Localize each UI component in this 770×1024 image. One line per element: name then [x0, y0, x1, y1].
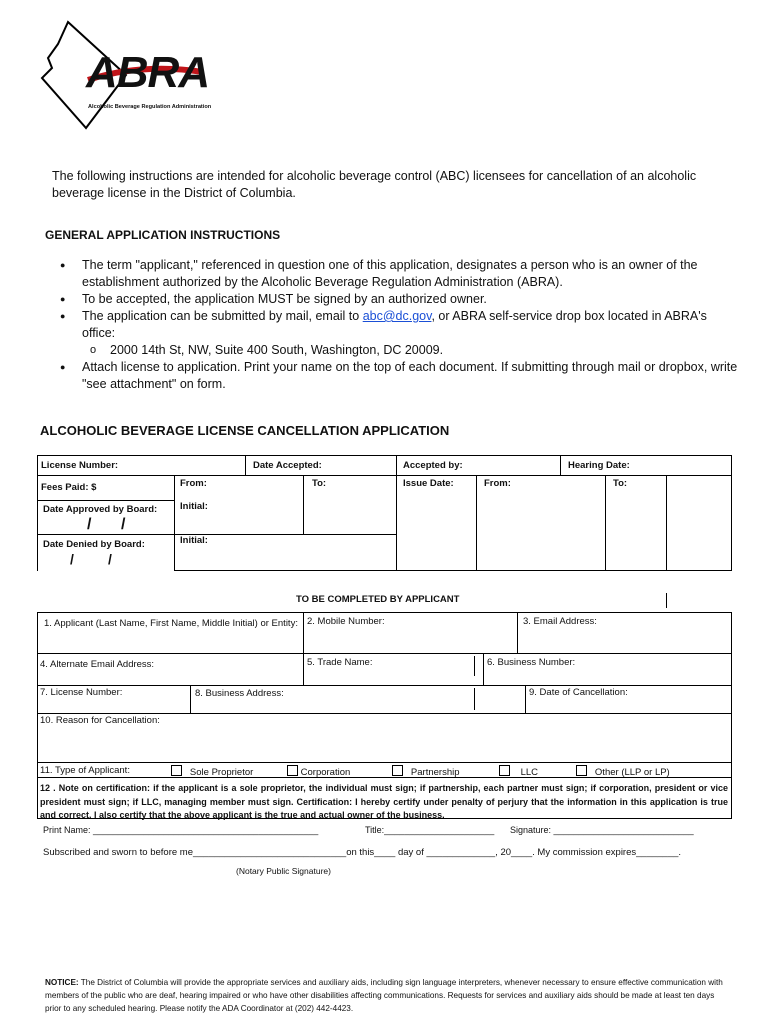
- email-link[interactable]: abc@dc.gov: [362, 309, 432, 323]
- abra-logo: [38, 20, 213, 130]
- checkbox-icon: [576, 765, 587, 776]
- fees-paid-label: Fees Paid: $: [41, 482, 97, 493]
- license-number-label: 7. License Number:: [40, 687, 123, 698]
- initial-label: Initial:: [180, 501, 208, 512]
- signature-field[interactable]: Signature: ____________________________: [510, 825, 694, 835]
- slash: /: [70, 551, 74, 567]
- to-label: To:: [613, 478, 628, 489]
- list-item: ● Attach license to application. Print your name on the top of each document. If submitting through mail or dropbox, write "see attachment" on form.: [60, 359, 740, 393]
- applicant-name-label: 1. Applicant (Last Name, First Name, Middle Initial) or Entity:: [44, 618, 298, 629]
- business-address-label: 8. Business Address:: [195, 688, 284, 699]
- notary-sworn-line[interactable]: Subscribed and sworn to before me_____________________________on this____ day of _____________, 20____. My commission expires________.: [43, 847, 682, 858]
- logo-subtitle: Alcoholic Beverage Regulation Administration: [88, 104, 212, 110]
- to-label: To:: [312, 478, 327, 489]
- notice-text: The District of Columbia will provide the appropriate services and auxiliary aids, including sign language interpreters, whenever necessary to ensure effective communication with members of the public who are deaf, hearing impaired or who have other disabilities affecting communications. Requests for services and auxiliary aids should be made at least ten days prior to any scheduled hearing. Please notify the ADA Coordinator at (202) 442-4423.: [45, 978, 723, 1013]
- checkbox-icon: [392, 765, 403, 776]
- slash: /: [87, 516, 92, 533]
- instructions-list: [60, 257, 740, 393]
- checkbox-icon: [171, 765, 182, 776]
- hearing-date-label: Hearing Date:: [568, 460, 630, 471]
- from-label: From:: [484, 478, 511, 489]
- form-title: ALCOHOLIC BEVERAGE LICENSE CANCELLATION APPLICATION: [40, 423, 450, 438]
- general-instructions-heading: GENERAL APPLICATION INSTRUCTIONS: [45, 228, 281, 242]
- ada-notice: [45, 976, 727, 1015]
- certification-note: 12 . Note on certification: if the applicant is a sole proprietor, the individual must sign; if partnership, each partner must sign; if corporation, president or vice president must sign; if LLC, managing member must sign. Certification: I hereby certify under penalty of perjury that the information in this application is true and correct. I also certify that the above applicant is the true and actual owner of the business.: [40, 783, 728, 820]
- print-name-field[interactable]: Print Name: _____________________________________________: [43, 825, 319, 835]
- office-use-table: [37, 455, 732, 571]
- applicant-table: [37, 612, 732, 958]
- other-checkbox[interactable]: Other (LLP or LP): [576, 765, 670, 778]
- list-item: ● To be accepted, the application MUST be signed by an authorized owner.: [60, 291, 740, 308]
- accepted-by-label: Accepted by:: [403, 460, 463, 471]
- business-number-label: 6. Business Number:: [487, 657, 576, 668]
- checkbox-icon: [287, 765, 298, 776]
- alternate-email-label: 4. Alternate Email Address:: [40, 659, 155, 670]
- license-number-label: License Number:: [41, 460, 119, 471]
- list-item-address: o 2000 14th St, NW, Suite 400 South, Washington, DC 20009.: [60, 342, 740, 359]
- slash: /: [121, 516, 126, 533]
- email-address-label: 3. Email Address:: [523, 616, 597, 627]
- issue-date-label: Issue Date:: [403, 478, 454, 489]
- date-denied-label: Date Denied by Board:: [43, 539, 145, 550]
- reason-for-cancellation-label: 10. Reason for Cancellation:: [40, 715, 160, 726]
- list-item: ● The application can be submitted by mail, email to abc@dc.gov, or ABRA self-service drop box located in ABRA's office:: [60, 308, 740, 342]
- intro-text: The following instructions are intended for alcoholic beverage control (ABC) licensees for cancellation of an alcoholic beverage license in the District of Columbia.: [52, 169, 697, 200]
- type-of-applicant-label: 11. Type of Applicant:: [40, 765, 130, 776]
- notary-signature-label: (Notary Public Signature): [236, 866, 331, 876]
- trade-name-label: 5. Trade Name:: [307, 657, 373, 668]
- from-label: From:: [180, 478, 207, 489]
- mobile-number-label: 2. Mobile Number:: [307, 616, 385, 627]
- list-item: ● The term "applicant," referenced in question one of this application, designates a person who is an owner of the establishment authorized by the Alcoholic Beverage Regulation Administration (ABRA).: [60, 257, 740, 291]
- llc-checkbox[interactable]: LLC: [499, 765, 538, 778]
- applicant-section-title: TO BE COMPLETED BY APPLICANT: [296, 594, 460, 605]
- corporation-checkbox[interactable]: Corporation: [287, 765, 350, 778]
- partnership-checkbox[interactable]: Partnership: [392, 765, 460, 778]
- title-field[interactable]: Title:______________________: [365, 825, 495, 835]
- notice-label: NOTICE:: [45, 978, 79, 987]
- logo-text: ABRA: [86, 48, 210, 97]
- checkbox-icon: [499, 765, 510, 776]
- sole-proprietor-checkbox[interactable]: Sole Proprietor: [171, 765, 253, 778]
- date-accepted-label: Date Accepted:: [253, 460, 322, 471]
- slash: /: [108, 551, 112, 567]
- date-of-cancellation-label: 9. Date of Cancellation:: [529, 687, 628, 698]
- date-approved-label: Date Approved by Board:: [43, 504, 158, 515]
- initial-label: Initial:: [180, 535, 208, 546]
